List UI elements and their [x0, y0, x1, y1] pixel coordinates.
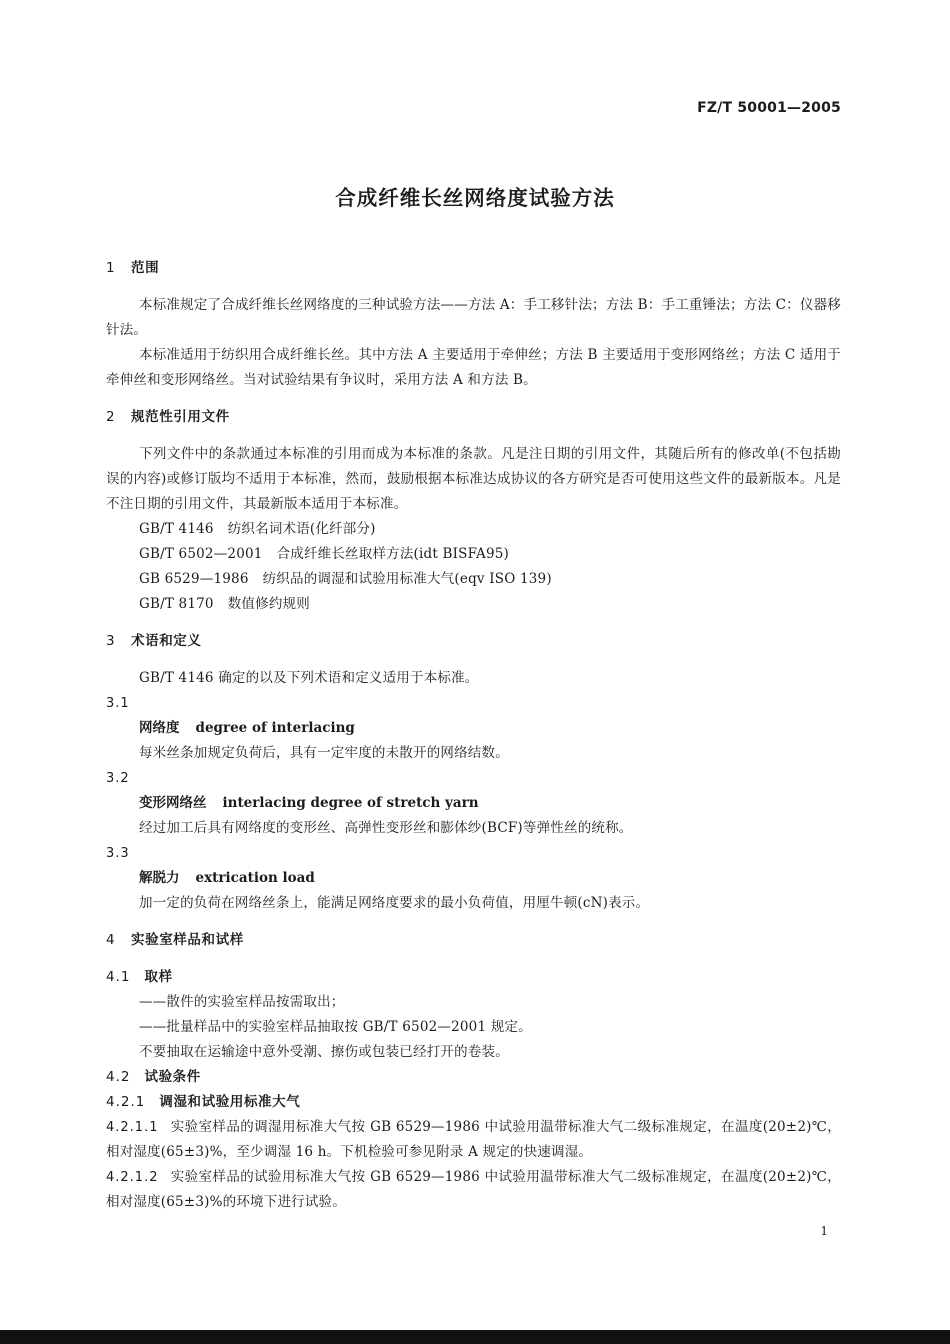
reference-item: [106, 567, 841, 592]
term-number: 3.3: [106, 846, 130, 861]
section-title: 实验室样品和试样: [131, 932, 244, 948]
term-english: degree of interlacing: [195, 720, 355, 736]
term-chinese: 变形网络丝: [139, 795, 207, 811]
reference-name: 纺织名词术语(化纤部分): [227, 521, 376, 537]
note-paragraph: 不要抽取在运输途中意外受潮、擦伤或包装已经打开的卷装。: [139, 1044, 509, 1060]
section-4-heading: [106, 928, 841, 952]
reference-item: [106, 592, 841, 617]
paragraph: 本标准适用于纺织用合成纤维长丝。其中方法 A 主要适用于牵伸丝；方法 B 主要适用于变形网络丝；方法 C 适用于牵伸丝和变形网络丝。当对试验结果有争议时，采用方法 A 和方法 B。: [106, 347, 841, 388]
subsection-4-2-1-heading: [106, 1090, 841, 1115]
section-2-heading: [106, 405, 841, 429]
reference-name: 数值修约规则: [227, 596, 310, 612]
clause-text: 实验室样品的试验用标准大气按 GB 6529—1986 中试验用温带标准大气二级标准规定，在温度(20±2)℃，相对湿度(65±3)%的环境下进行试验。: [106, 1169, 841, 1210]
clause-number: 4.2.1.1: [106, 1120, 159, 1135]
reference-code: GB/T 6502—2001: [139, 546, 263, 562]
page-number: 1: [820, 1224, 828, 1238]
term-definition: 经过加工后具有网络度的变形丝、高弹性变形丝和膨体纱(BCF)等弹性丝的统称。: [139, 820, 633, 836]
reference-name: 合成纤维长丝取样方法(idt BISFA95): [276, 546, 509, 562]
term-entry: [106, 716, 841, 741]
term-entry: [106, 791, 841, 816]
subsection-title: 调湿和试验用标准大气: [159, 1094, 301, 1110]
clause-number: 4.2.1.2: [106, 1170, 159, 1185]
term-definition: 加一定的负荷在网络丝条上，能满足网络度要求的最小负荷值，用厘牛顿(cN)表示。: [139, 895, 650, 911]
term-entry: [106, 866, 841, 891]
clause-4-2-1-1: [106, 1115, 841, 1165]
reference-item: [106, 517, 841, 542]
section-3-heading: [106, 629, 841, 653]
reference-item: [106, 542, 841, 567]
reference-code: GB 6529—1986: [139, 571, 249, 587]
clause-text: 实验室样品的调湿用标准大气按 GB 6529—1986 中试验用温带标准大气二级标准规定，在温度(20±2)℃，相对湿度(65±3)%，至少调湿 16 h。下机检验可参见附录 A 规定的快速调湿。: [106, 1119, 841, 1160]
term-english: extrication load: [195, 870, 315, 886]
term-number: 3.2: [106, 771, 130, 786]
paragraph: GB/T 4146 确定的以及下列术语和定义适用于本标准。: [139, 670, 479, 686]
section-title: 规范性引用文件: [131, 409, 230, 425]
subsection-4-1-heading: [106, 965, 841, 990]
subsection-4-2-heading: [106, 1065, 841, 1090]
list-item: ——批量样品中的实验室样品抽取按 GB/T 6502—2001 规定。: [139, 1019, 532, 1035]
section-title: 范围: [131, 260, 160, 276]
term-chinese: 网络度: [139, 720, 180, 736]
subsection-number: 4.1: [106, 969, 131, 985]
section-1-heading: [106, 256, 841, 280]
document-title: 合成纤维长丝网络度试验方法: [335, 186, 615, 210]
section-number: 3: [106, 633, 116, 649]
term-number: 3.1: [106, 696, 130, 711]
term-english: interlacing degree of stretch yarn: [222, 795, 479, 811]
list-item: ——散件的实验室样品按需取出；: [139, 994, 345, 1010]
bottom-edge-bar: [0, 1330, 950, 1344]
subsection-title: 试验条件: [144, 1069, 201, 1085]
subsection-number: 4.2.1: [106, 1094, 146, 1110]
document-number: FZ/T 50001—2005: [697, 100, 841, 116]
reference-code: GB/T 8170: [139, 596, 214, 612]
document-body: [106, 256, 841, 1215]
reference-code: GB/T 4146: [139, 521, 214, 537]
section-title: 术语和定义: [131, 633, 202, 649]
subsection-number: 4.2: [106, 1069, 131, 1085]
section-number: 2: [106, 409, 116, 425]
section-number: 4: [106, 932, 116, 948]
paragraph: 下列文件中的条款通过本标准的引用而成为本标准的条款。凡是注日期的引用文件，其随后所有的修改单(不包括勘误的内容)或修订版均不适用于本标准，然而，鼓励根据本标准达成协议的各方研究是否可使用这些文件的最新版本。凡是不注日期的引用文件，其最新版本适用于本标准。: [106, 446, 841, 512]
section-number: 1: [106, 260, 116, 276]
subsection-title: 取样: [144, 969, 173, 985]
reference-name: 纺织品的调湿和试验用标准大气(eqv ISO 139): [262, 571, 552, 587]
clause-4-2-1-2: [106, 1165, 841, 1215]
term-chinese: 解脱力: [139, 870, 180, 886]
term-definition: 每米丝条加规定负荷后，具有一定牢度的未散开的网络结数。: [139, 745, 509, 761]
paragraph: 本标准规定了合成纤维长丝网络度的三种试验方法——方法 A：手工移针法；方法 B：手工重锤法；方法 C：仪器移针法。: [106, 297, 841, 338]
